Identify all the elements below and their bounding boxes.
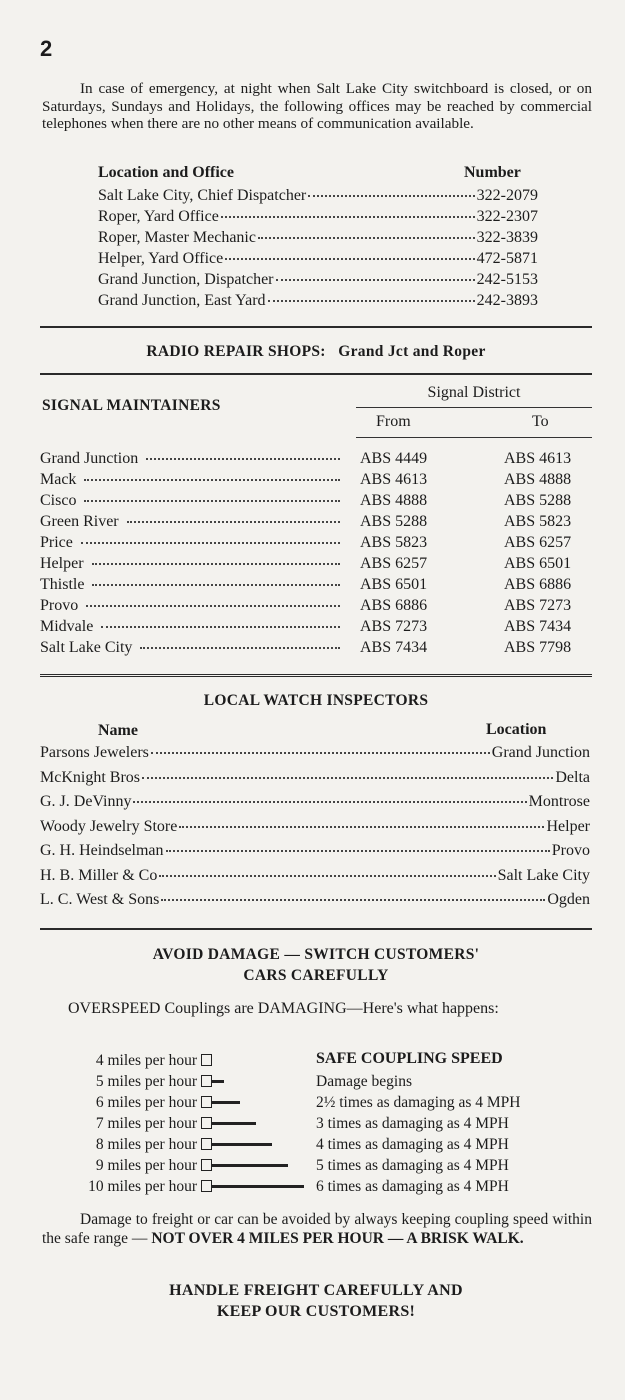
watch-inspector-location: Delta	[555, 768, 590, 786]
page-number: 2	[40, 36, 53, 61]
signal-to-value: ABS 4613	[504, 450, 572, 467]
speed-box-icon	[201, 1138, 212, 1150]
speed-label: 9 miles per hour	[95, 1157, 197, 1174]
leader-dots	[133, 801, 526, 803]
damage-closing-paragraph	[42, 1210, 592, 1248]
signal-from-value: ABS 4613	[360, 471, 428, 488]
signal-from-heading: From	[376, 413, 411, 430]
leader-dots	[276, 279, 475, 281]
watch-inspector-name: L. C. West & Sons	[40, 891, 160, 908]
signal-row	[40, 471, 342, 489]
emergency-location: Grand Junction, Dispatcher	[98, 271, 274, 288]
emergency-number: 472-5871	[476, 250, 538, 267]
emergency-number: 242-3893	[476, 292, 538, 309]
signal-row	[40, 534, 342, 552]
coupling-speed-item	[96, 1094, 240, 1112]
signal-row	[40, 639, 342, 657]
emergency-row	[98, 208, 538, 226]
watch-row	[40, 891, 590, 909]
watch-row	[40, 769, 590, 787]
leader-dots	[142, 777, 553, 779]
damage-paragraph-bold: NOT OVER 4 MILES PER HOUR — A BRISK WALK.	[151, 1230, 524, 1247]
divider-3	[40, 674, 592, 679]
leader-dots	[308, 195, 474, 197]
watch-inspector-location: Salt Lake City	[497, 866, 590, 884]
leader-dots	[84, 500, 340, 502]
signal-to-value: ABS 4888	[504, 471, 572, 488]
signal-row	[40, 597, 342, 615]
signal-location: Thistle	[40, 576, 85, 593]
speed-label: 10 miles per hour	[88, 1178, 197, 1195]
watch-inspector-location: Provo	[551, 842, 590, 859]
watch-row	[40, 793, 590, 811]
emergency-col-location: Location and Office	[98, 164, 234, 181]
signal-to-value: ABS 6257	[504, 534, 572, 551]
signal-to-value: ABS 5823	[504, 513, 572, 530]
signal-location: Green River	[40, 513, 119, 530]
emergency-number: 322-2079	[476, 187, 538, 204]
leader-dots	[92, 584, 340, 586]
leader-dots	[140, 647, 340, 649]
leader-dots	[268, 300, 475, 302]
signal-to-heading: To	[532, 413, 549, 430]
signal-location: Grand Junction	[40, 450, 139, 467]
signal-from-value: ABS 7273	[360, 618, 428, 635]
leader-dots	[81, 542, 340, 544]
leader-dots	[258, 237, 475, 239]
watch-inspector-name: G. J. DeVinny	[40, 793, 132, 810]
safe-coupling-heading: SAFE COUPLING SPEED	[316, 1050, 503, 1067]
signal-location: Price	[40, 534, 73, 551]
signal-to-value: ABS 5288	[504, 492, 572, 509]
signal-from-value: ABS 4888	[360, 492, 428, 509]
watch-inspector-location: Helper	[546, 817, 590, 835]
emergency-row	[98, 292, 538, 310]
signal-to-value: ABS 6501	[504, 555, 572, 572]
signal-row	[40, 618, 342, 636]
emergency-location: Salt Lake City, Chief Dispatcher	[98, 187, 307, 204]
leader-dots	[127, 521, 340, 523]
emergency-row	[98, 250, 538, 268]
signal-district-rule	[356, 407, 592, 408]
leader-dots	[161, 899, 545, 901]
signal-location: Helper	[40, 555, 84, 572]
emergency-location: Roper, Yard Office	[98, 208, 219, 225]
watch-inspector-location: Ogden	[547, 891, 590, 908]
speed-label: 5 miles per hour	[95, 1073, 197, 1090]
emergency-col-number: Number	[464, 164, 521, 181]
emergency-location: Grand Junction, East Yard	[98, 292, 266, 309]
emergency-number: 242-5153	[476, 271, 538, 288]
leader-dots	[225, 258, 474, 260]
signal-from-value: ABS 4449	[360, 450, 428, 467]
emergency-location: Roper, Master Mechanic	[98, 229, 256, 246]
damage-bar	[212, 1101, 240, 1104]
speed-label: 7 miles per hour	[95, 1115, 197, 1132]
watch-inspector-name: Parsons Jewelers	[40, 744, 149, 761]
divider-2	[40, 373, 592, 375]
speed-label: 8 miles per hour	[95, 1136, 197, 1153]
watch-row	[40, 744, 590, 762]
damage-paragraph-text: Damage to freight or car can be avoided by always keeping coupling speed within the safe range —	[42, 1211, 592, 1247]
watch-inspector-location: Montrose	[528, 793, 590, 810]
emergency-row	[98, 229, 538, 247]
watch-inspector-name: Woody Jewelry Store	[40, 817, 178, 835]
speed-label: 4 miles per hour	[95, 1052, 197, 1069]
leader-dots	[146, 458, 340, 460]
signal-from-value: ABS 6257	[360, 555, 428, 572]
signal-maintainers-title: SIGNAL MAINTAINERS	[42, 397, 221, 414]
signal-location: Mack	[40, 471, 77, 488]
coupling-speed-item	[96, 1136, 272, 1154]
emergency-row	[98, 271, 538, 289]
speed-effect: Damage begins	[316, 1073, 412, 1090]
leader-dots	[151, 752, 490, 754]
coupling-speed-item	[96, 1157, 288, 1175]
speed-box-icon	[201, 1117, 212, 1129]
speed-effect: 6 times as damaging as 4 MPH	[316, 1178, 509, 1195]
signal-from-value: ABS 6886	[360, 597, 428, 614]
radio-repair-value: Grand Jct and Roper	[338, 343, 486, 360]
signal-location: Midvale	[40, 618, 94, 635]
watch-col-location: Location	[486, 721, 547, 738]
signal-to-value: ABS 7798	[504, 639, 572, 656]
signal-to-value: ABS 7434	[504, 618, 572, 635]
speed-label: 6 miles per hour	[95, 1094, 197, 1111]
watch-row	[40, 867, 590, 885]
radio-repair-line	[40, 343, 592, 361]
coupling-speed-item	[96, 1052, 212, 1070]
speed-effect: 5 times as damaging as 4 MPH	[316, 1157, 509, 1174]
damage-title-line2: CARS CAREFULLY	[243, 967, 389, 984]
damage-bar	[212, 1164, 288, 1167]
leader-dots	[86, 605, 340, 607]
emergency-row	[98, 187, 538, 205]
leader-dots	[84, 479, 340, 481]
signal-location: Salt Lake City	[40, 639, 133, 656]
speed-box-icon	[201, 1054, 212, 1066]
leader-dots	[221, 216, 475, 218]
damage-bar	[212, 1122, 256, 1125]
emergency-number: 322-2307	[476, 208, 538, 225]
signal-from-value: ABS 5823	[360, 534, 428, 551]
divider-4	[40, 928, 592, 930]
watch-inspector-name: McKnight Bros	[40, 768, 140, 786]
coupling-speed-item	[96, 1073, 224, 1091]
signal-district-heading: Signal District	[427, 384, 521, 401]
closing-line1: HANDLE FREIGHT CAREFULLY AND	[169, 1282, 463, 1299]
watch-inspector-name: H. B. Miller & Co	[40, 866, 158, 884]
signal-to-value: ABS 7273	[504, 597, 572, 614]
leader-dots	[159, 875, 495, 877]
signal-row	[40, 576, 342, 594]
signal-location: Provo	[40, 597, 79, 614]
speed-effect: 4 times as damaging as 4 MPH	[316, 1136, 509, 1153]
damage-intro: OVERSPEED Couplings are DAMAGING—Here's what happens:	[68, 1000, 499, 1017]
speed-effect: 3 times as damaging as 4 MPH	[316, 1115, 509, 1132]
watch-row	[40, 818, 590, 836]
watch-inspectors-title: LOCAL WATCH INSPECTORS	[203, 692, 429, 709]
watch-inspector-location: Grand Junction	[491, 744, 590, 761]
coupling-speed-item	[88, 1178, 304, 1196]
signal-from-value: ABS 6501	[360, 576, 428, 593]
leader-dots	[92, 563, 340, 565]
coupling-speed-item	[96, 1115, 256, 1133]
damage-title-line1: AVOID DAMAGE — SWITCH CUSTOMERS'	[152, 946, 480, 963]
signal-from-value: ABS 7434	[360, 639, 428, 656]
watch-row	[40, 842, 590, 860]
leader-dots	[101, 626, 340, 628]
watch-col-name: Name	[98, 722, 138, 739]
signal-header-rule	[356, 437, 592, 438]
signal-row	[40, 450, 342, 468]
speed-box-icon	[201, 1096, 212, 1108]
emergency-location: Helper, Yard Office	[98, 250, 224, 267]
signal-to-value: ABS 6886	[504, 576, 572, 593]
signal-from-value: ABS 5288	[360, 513, 428, 530]
watch-inspector-name: G. H. Heindselman	[40, 842, 164, 859]
signal-row	[40, 513, 342, 531]
signal-location: Cisco	[40, 492, 77, 509]
leader-dots	[166, 850, 550, 852]
emergency-intro-paragraph: In case of emergency, at night when Salt Lake City switchboard is closed, or on Saturdays, Sundays and Holidays, the following offices may be reached by commercial telephones when there are no other means of communication available.	[42, 80, 592, 132]
damage-bar	[212, 1080, 224, 1083]
speed-box-icon	[201, 1159, 212, 1171]
closing-line2: KEEP OUR CUSTOMERS!	[216, 1303, 416, 1320]
divider-1	[40, 326, 592, 328]
radio-repair-label: RADIO REPAIR SHOPS:	[146, 343, 326, 360]
speed-box-icon	[201, 1180, 212, 1192]
emergency-number: 322-3839	[476, 229, 538, 246]
speed-box-icon	[201, 1075, 212, 1087]
damage-bar	[212, 1185, 304, 1188]
signal-row	[40, 492, 342, 510]
leader-dots	[179, 826, 544, 828]
speed-effect: 2½ times as damaging as 4 MPH	[316, 1094, 521, 1111]
damage-bar	[212, 1143, 272, 1146]
signal-row	[40, 555, 342, 573]
